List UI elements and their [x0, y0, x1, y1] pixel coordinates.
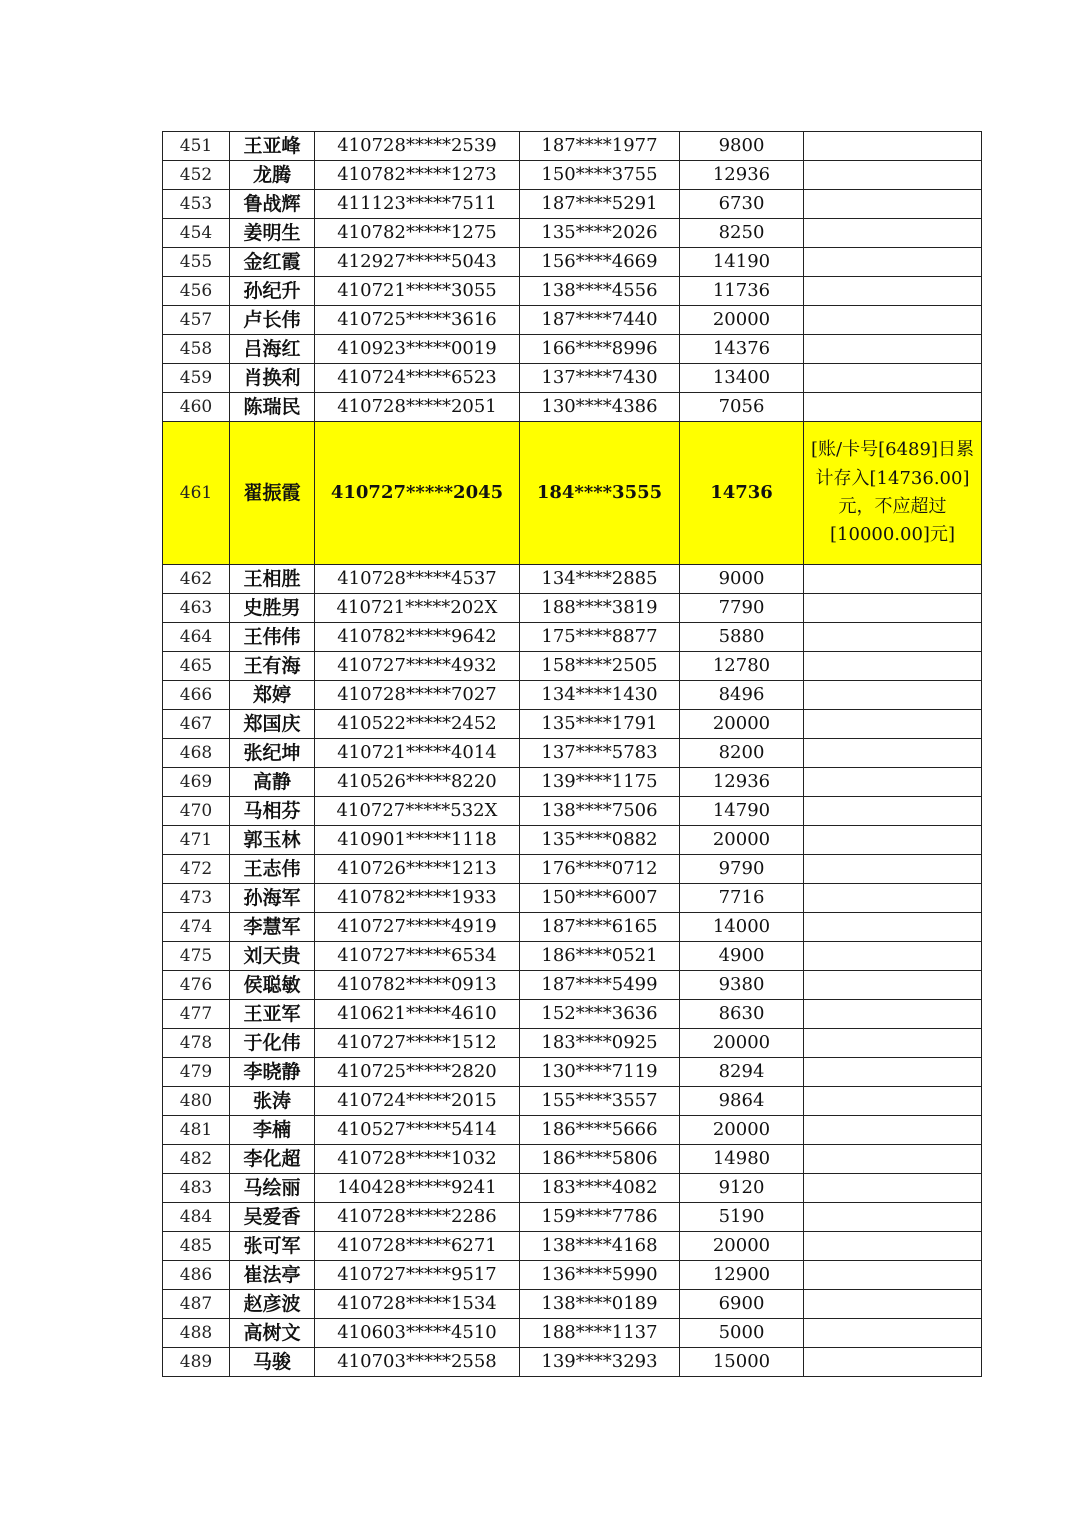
phone-cell: 186****5666: [520, 1116, 680, 1145]
phone-cell: 134****2885: [520, 565, 680, 594]
phone-cell: 176****0712: [520, 855, 680, 884]
id-number-cell: 410727*****6534: [315, 942, 520, 971]
phone-cell: 186****5806: [520, 1145, 680, 1174]
row-number-cell: 466: [163, 681, 230, 710]
table-row: [163, 681, 982, 710]
table-row: [163, 797, 982, 826]
id-number-cell: 410782*****1275: [315, 219, 520, 248]
name-cell: 郑婷: [230, 681, 315, 710]
id-number-cell: 410603*****4510: [315, 1319, 520, 1348]
row-number-cell: 468: [163, 739, 230, 768]
table-row: [163, 277, 982, 306]
row-number-cell: 482: [163, 1145, 230, 1174]
name-cell: 郑国庆: [230, 710, 315, 739]
table-row: [163, 1319, 982, 1348]
row-number-cell: 464: [163, 623, 230, 652]
name-cell: 赵彦波: [230, 1290, 315, 1319]
table-row: [163, 1058, 982, 1087]
name-cell: 李晓静: [230, 1058, 315, 1087]
note-cell: [804, 1087, 982, 1116]
note-cell: [804, 710, 982, 739]
row-number-cell: 451: [163, 132, 230, 161]
note-cell: [804, 1029, 982, 1058]
row-number-cell: 472: [163, 855, 230, 884]
table-row: [163, 393, 982, 422]
table-row: [163, 1145, 982, 1174]
id-number-cell: 410728*****2286: [315, 1203, 520, 1232]
note-cell: [804, 335, 982, 364]
name-cell: 马绘丽: [230, 1174, 315, 1203]
row-number-cell: 488: [163, 1319, 230, 1348]
id-number-cell: 410703*****2558: [315, 1348, 520, 1377]
amount-cell: 6900: [680, 1290, 804, 1319]
amount-cell: 4900: [680, 942, 804, 971]
id-number-cell: 410727*****2045: [315, 422, 520, 565]
note-cell: [804, 1319, 982, 1348]
name-cell: 王有海: [230, 652, 315, 681]
name-cell: 李楠: [230, 1116, 315, 1145]
row-number-cell: 461: [163, 422, 230, 565]
row-number-cell: 478: [163, 1029, 230, 1058]
phone-cell: 187****5499: [520, 971, 680, 1000]
table-row: [163, 1290, 982, 1319]
amount-cell: 20000: [680, 1232, 804, 1261]
name-cell: 刘天贵: [230, 942, 315, 971]
table-row: [163, 1261, 982, 1290]
row-number-cell: 457: [163, 306, 230, 335]
name-cell: 孙海军: [230, 884, 315, 913]
table-row: [163, 826, 982, 855]
amount-cell: 12936: [680, 768, 804, 797]
phone-cell: 138****4556: [520, 277, 680, 306]
note-cell: [804, 277, 982, 306]
amount-cell: 7790: [680, 594, 804, 623]
note-cell: [804, 364, 982, 393]
note-cell: [804, 797, 982, 826]
phone-cell: 138****0189: [520, 1290, 680, 1319]
id-number-cell: 410728*****4537: [315, 565, 520, 594]
note-cell: [804, 1145, 982, 1174]
id-number-cell: 410727*****1512: [315, 1029, 520, 1058]
id-number-cell: 410724*****2015: [315, 1087, 520, 1116]
row-number-cell: 469: [163, 768, 230, 797]
phone-cell: 139****1175: [520, 768, 680, 797]
id-number-cell: 410721*****202X: [315, 594, 520, 623]
name-cell: 张纪坤: [230, 739, 315, 768]
amount-cell: 5190: [680, 1203, 804, 1232]
id-number-cell: 410526*****8220: [315, 768, 520, 797]
amount-cell: 20000: [680, 826, 804, 855]
id-number-cell: 410621*****4610: [315, 1000, 520, 1029]
row-number-cell: 470: [163, 797, 230, 826]
amount-cell: 5880: [680, 623, 804, 652]
note-cell: [804, 826, 982, 855]
phone-cell: 138****4168: [520, 1232, 680, 1261]
name-cell: 侯聪敏: [230, 971, 315, 1000]
amount-cell: 12780: [680, 652, 804, 681]
table-row: [163, 364, 982, 393]
phone-cell: 138****7506: [520, 797, 680, 826]
note-cell: [804, 884, 982, 913]
amount-cell: 12900: [680, 1261, 804, 1290]
name-cell: 李慧军: [230, 913, 315, 942]
row-number-cell: 479: [163, 1058, 230, 1087]
name-cell: 王志伟: [230, 855, 315, 884]
amount-cell: 9120: [680, 1174, 804, 1203]
row-number-cell: 484: [163, 1203, 230, 1232]
id-number-cell: 410728*****6271: [315, 1232, 520, 1261]
note-cell: [804, 623, 982, 652]
phone-cell: 150****6007: [520, 884, 680, 913]
table-body: [163, 132, 982, 1377]
id-number-cell: 410726*****1213: [315, 855, 520, 884]
note-cell: [804, 913, 982, 942]
table-row: [163, 1174, 982, 1203]
row-number-cell: 455: [163, 248, 230, 277]
name-cell: 张涛: [230, 1087, 315, 1116]
phone-cell: 183****4082: [520, 1174, 680, 1203]
phone-cell: 187****1977: [520, 132, 680, 161]
id-number-cell: 410721*****4014: [315, 739, 520, 768]
amount-cell: 5000: [680, 1319, 804, 1348]
row-number-cell: 452: [163, 161, 230, 190]
name-cell: 王伟伟: [230, 623, 315, 652]
row-number-cell: 454: [163, 219, 230, 248]
table-row: [163, 623, 982, 652]
note-cell: [804, 190, 982, 219]
table-row: [163, 884, 982, 913]
document-page: [162, 131, 981, 1377]
note-cell: [804, 306, 982, 335]
name-cell: 龙腾: [230, 161, 315, 190]
amount-cell: 14980: [680, 1145, 804, 1174]
name-cell: 王亚峰: [230, 132, 315, 161]
id-number-cell: 410522*****2452: [315, 710, 520, 739]
name-cell: 张可军: [230, 1232, 315, 1261]
phone-cell: 155****3557: [520, 1087, 680, 1116]
table-row: [163, 1116, 982, 1145]
name-cell: 姜明生: [230, 219, 315, 248]
records-table: [162, 131, 982, 1377]
id-number-cell: 410901*****1118: [315, 826, 520, 855]
table-row: [163, 855, 982, 884]
id-number-cell: 410727*****4919: [315, 913, 520, 942]
name-cell: 高树文: [230, 1319, 315, 1348]
id-number-cell: 410725*****3616: [315, 306, 520, 335]
row-number-cell: 483: [163, 1174, 230, 1203]
id-number-cell: 410782*****9642: [315, 623, 520, 652]
name-cell: 史胜男: [230, 594, 315, 623]
name-cell: 于化伟: [230, 1029, 315, 1058]
note-cell: [804, 681, 982, 710]
row-number-cell: 462: [163, 565, 230, 594]
table-row: [163, 1087, 982, 1116]
table-row: [163, 335, 982, 364]
phone-cell: 134****1430: [520, 681, 680, 710]
table-row: [163, 306, 982, 335]
amount-cell: 8496: [680, 681, 804, 710]
amount-cell: 9790: [680, 855, 804, 884]
id-number-cell: 410724*****6523: [315, 364, 520, 393]
amount-cell: 11736: [680, 277, 804, 306]
id-number-cell: 410728*****1032: [315, 1145, 520, 1174]
note-cell: [804, 1261, 982, 1290]
table-row: [163, 739, 982, 768]
name-cell: 郭玉林: [230, 826, 315, 855]
name-cell: 金红霞: [230, 248, 315, 277]
note-cell: [804, 594, 982, 623]
phone-cell: 159****7786: [520, 1203, 680, 1232]
id-number-cell: 410728*****1534: [315, 1290, 520, 1319]
row-number-cell: 453: [163, 190, 230, 219]
note-cell: [804, 219, 982, 248]
row-number-cell: 467: [163, 710, 230, 739]
table-row: [163, 1203, 982, 1232]
phone-cell: 183****0925: [520, 1029, 680, 1058]
amount-cell: 14000: [680, 913, 804, 942]
phone-cell: 158****2505: [520, 652, 680, 681]
row-number-cell: 473: [163, 884, 230, 913]
amount-cell: 7056: [680, 393, 804, 422]
id-number-cell: 410782*****1933: [315, 884, 520, 913]
table-row: [163, 422, 982, 565]
row-number-cell: 477: [163, 1000, 230, 1029]
name-cell: 孙纪升: [230, 277, 315, 306]
phone-cell: 184****3555: [520, 422, 680, 565]
phone-cell: 175****8877: [520, 623, 680, 652]
row-number-cell: 481: [163, 1116, 230, 1145]
note-cell: [804, 1116, 982, 1145]
row-number-cell: 459: [163, 364, 230, 393]
amount-cell: 8200: [680, 739, 804, 768]
row-number-cell: 489: [163, 1348, 230, 1377]
note-cell: [804, 161, 982, 190]
id-number-cell: 410721*****3055: [315, 277, 520, 306]
id-number-cell: 411123*****7511: [315, 190, 520, 219]
amount-cell: 8250: [680, 219, 804, 248]
phone-cell: 187****6165: [520, 913, 680, 942]
amount-cell: 9864: [680, 1087, 804, 1116]
phone-cell: 188****3819: [520, 594, 680, 623]
row-number-cell: 458: [163, 335, 230, 364]
table-row: [163, 248, 982, 277]
phone-cell: 135****0882: [520, 826, 680, 855]
note-cell: [804, 855, 982, 884]
table-row: [163, 1348, 982, 1377]
table-row: [163, 942, 982, 971]
table-row: [163, 768, 982, 797]
id-number-cell: 410728*****2539: [315, 132, 520, 161]
amount-cell: 20000: [680, 1029, 804, 1058]
row-number-cell: 463: [163, 594, 230, 623]
id-number-cell: 412927*****5043: [315, 248, 520, 277]
note-cell: [804, 132, 982, 161]
row-number-cell: 487: [163, 1290, 230, 1319]
table-row: [163, 161, 982, 190]
name-cell: 肖换利: [230, 364, 315, 393]
table-row: [163, 219, 982, 248]
amount-cell: 20000: [680, 710, 804, 739]
name-cell: 陈瑞民: [230, 393, 315, 422]
row-number-cell: 485: [163, 1232, 230, 1261]
phone-cell: 150****3755: [520, 161, 680, 190]
phone-cell: 188****1137: [520, 1319, 680, 1348]
note-cell: [804, 652, 982, 681]
id-number-cell: 410782*****0913: [315, 971, 520, 1000]
name-cell: 吕海红: [230, 335, 315, 364]
table-row: [163, 1000, 982, 1029]
table-row: [163, 565, 982, 594]
name-cell: 高静: [230, 768, 315, 797]
name-cell: 吴爱香: [230, 1203, 315, 1232]
phone-cell: 152****3636: [520, 1000, 680, 1029]
amount-cell: 9800: [680, 132, 804, 161]
row-number-cell: 486: [163, 1261, 230, 1290]
id-number-cell: 140428*****9241: [315, 1174, 520, 1203]
amount-cell: 20000: [680, 306, 804, 335]
amount-cell: 14736: [680, 422, 804, 565]
id-number-cell: 410782*****1273: [315, 161, 520, 190]
id-number-cell: 410728*****7027: [315, 681, 520, 710]
row-number-cell: 474: [163, 913, 230, 942]
note-cell: [804, 1058, 982, 1087]
note-cell: [804, 1348, 982, 1377]
id-number-cell: 410727*****4932: [315, 652, 520, 681]
amount-cell: 7716: [680, 884, 804, 913]
row-number-cell: 460: [163, 393, 230, 422]
name-cell: 王相胜: [230, 565, 315, 594]
phone-cell: 187****5291: [520, 190, 680, 219]
amount-cell: 9000: [680, 565, 804, 594]
id-number-cell: 410727*****9517: [315, 1261, 520, 1290]
phone-cell: 137****7430: [520, 364, 680, 393]
amount-cell: 14790: [680, 797, 804, 826]
name-cell: 鲁战辉: [230, 190, 315, 219]
name-cell: 崔法亭: [230, 1261, 315, 1290]
phone-cell: 186****0521: [520, 942, 680, 971]
name-cell: 李化超: [230, 1145, 315, 1174]
amount-cell: 14190: [680, 248, 804, 277]
row-number-cell: 476: [163, 971, 230, 1000]
phone-cell: 135****1791: [520, 710, 680, 739]
amount-cell: 9380: [680, 971, 804, 1000]
id-number-cell: 410527*****5414: [315, 1116, 520, 1145]
amount-cell: 12936: [680, 161, 804, 190]
amount-cell: 20000: [680, 1116, 804, 1145]
phone-cell: 130****4386: [520, 393, 680, 422]
row-number-cell: 475: [163, 942, 230, 971]
phone-cell: 130****7119: [520, 1058, 680, 1087]
table-row: [163, 710, 982, 739]
table-row: [163, 913, 982, 942]
table-row: [163, 1232, 982, 1261]
note-cell: [804, 248, 982, 277]
table-row: [163, 971, 982, 1000]
note-cell: [804, 1232, 982, 1261]
note-cell: [账/卡号[6489]日累计存入[14736.00]元，不应超过[10000.00]元]: [804, 422, 982, 565]
amount-cell: 13400: [680, 364, 804, 393]
note-cell: [804, 768, 982, 797]
id-number-cell: 410923*****0019: [315, 335, 520, 364]
table-row: [163, 190, 982, 219]
table-row: [163, 594, 982, 623]
row-number-cell: 465: [163, 652, 230, 681]
phone-cell: 136****5990: [520, 1261, 680, 1290]
amount-cell: 14376: [680, 335, 804, 364]
phone-cell: 139****3293: [520, 1348, 680, 1377]
id-number-cell: 410728*****2051: [315, 393, 520, 422]
row-number-cell: 471: [163, 826, 230, 855]
row-number-cell: 480: [163, 1087, 230, 1116]
phone-cell: 166****8996: [520, 335, 680, 364]
table-row: [163, 132, 982, 161]
table-row: [163, 1029, 982, 1058]
name-cell: 王亚军: [230, 1000, 315, 1029]
phone-cell: 135****2026: [520, 219, 680, 248]
note-cell: [804, 393, 982, 422]
amount-cell: 15000: [680, 1348, 804, 1377]
note-cell: [804, 971, 982, 1000]
amount-cell: 8630: [680, 1000, 804, 1029]
note-cell: [804, 1203, 982, 1232]
phone-cell: 137****5783: [520, 739, 680, 768]
id-number-cell: 410727*****532X: [315, 797, 520, 826]
note-cell: [804, 942, 982, 971]
name-cell: 马骏: [230, 1348, 315, 1377]
name-cell: 卢长伟: [230, 306, 315, 335]
note-cell: [804, 565, 982, 594]
id-number-cell: 410725*****2820: [315, 1058, 520, 1087]
note-cell: [804, 1290, 982, 1319]
phone-cell: 187****7440: [520, 306, 680, 335]
note-cell: [804, 1174, 982, 1203]
amount-cell: 8294: [680, 1058, 804, 1087]
note-cell: [804, 739, 982, 768]
row-number-cell: 456: [163, 277, 230, 306]
table-row: [163, 652, 982, 681]
name-cell: 马相芬: [230, 797, 315, 826]
name-cell: 翟振霞: [230, 422, 315, 565]
amount-cell: 6730: [680, 190, 804, 219]
note-cell: [804, 1000, 982, 1029]
phone-cell: 156****4669: [520, 248, 680, 277]
